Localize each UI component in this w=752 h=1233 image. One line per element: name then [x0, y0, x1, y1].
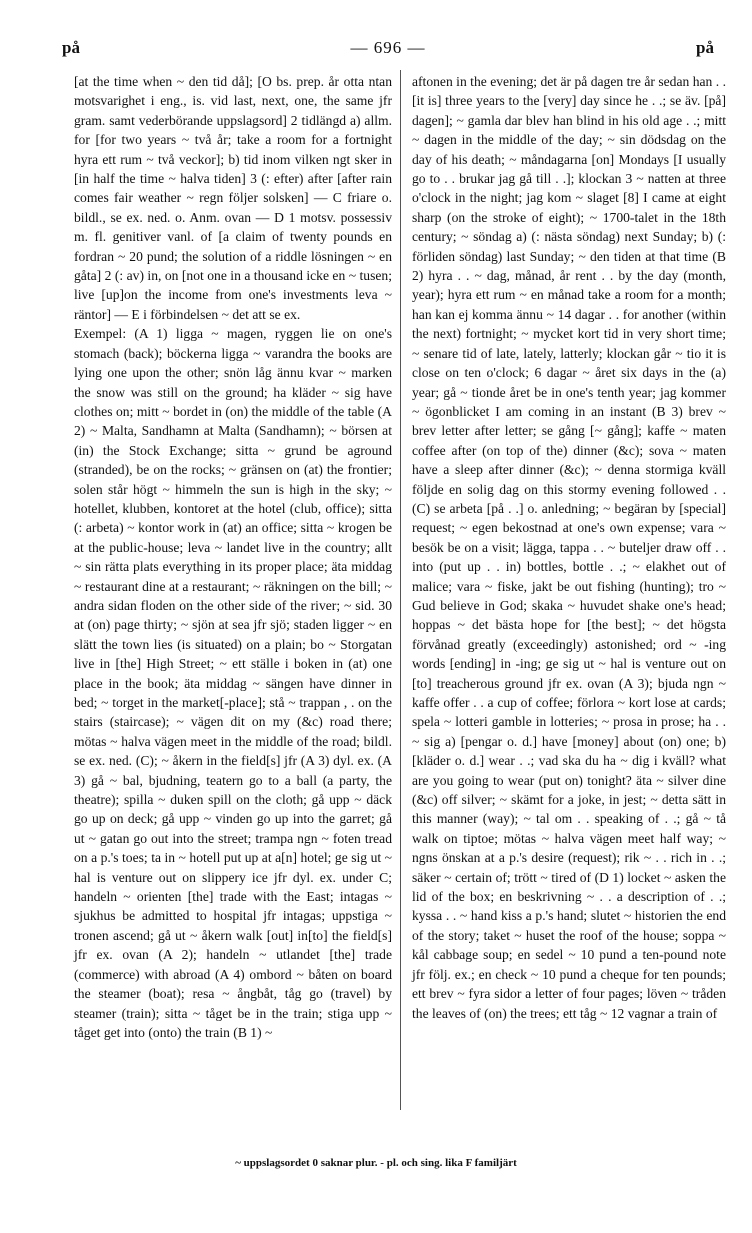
left-paragraph-examples: Exempel: (A 1) ligga ~ magen, ryggen lie on one's stomach (back); böckerna ligga ~ varandra the books are lying one upon the other; snön låg ännu kvar ~ marken the snow was still on the ground; ha kläder ~ sig have clothes on; mitt ~ bordet in (on) the middle of the table (A 2) ~ Malta, Sandhamn at Malta (Sandhamn); ~ börsen at (in) the Stock Exchange; sitta ~ grund be aground (stranded), be on the rocks; ~ gränsen on (at) the frontier; solen står högt ~ himmeln the sun is high in the sky; ~ hotellet, klubben, kontoret at the hotel (club, office); sitta (: arbeta) ~ kontor work in (at) an office; sitta ~ krogen be at the public-house; leva ~ landet live in the country; allt ~ sin rätta plats everything in its proper place; äta middag ~ restaurant dine at a restaurant; ~ räkningen on the bill; ~ andra sidan floden on the other side of the river; ~ sid. 30 at (on) page thirty; ~ sjön at sea jfr sjö; staden ligger ~ en slätt the town lies (is situated) on a plain; bo ~ Storgatan live in [the] High Street; ~ ett ställe i boken in (at) one place in the book; äta middag ~ sängen have dinner in bed; ~ torget in the market[-place]; stå ~ trappan , . on the stairs (staircase); ~ vägen dit on my (&c) road there; mötas ~ halva vägen meet in the middle of the road; bildl. se ex. ned. (C); ~ åkern in the field[s] jfr (A 3) dyl. ex. (A 3) gå ~ bal, bjudning, teatern go to a ball (a party, the theatre); spilla ~ duken spill on the cloth; gå upp ~ däck go up on deck; gå upp ~ vinden go up into the garret; gå ut ~ gatan go out into the street; trampa ngn ~ foten tread on a p.'s toes; ta in ~ hotell put up at a[n] hotel; ge sig ut ~ hal is venture out on slippery ice jfr dyl. ex. under C; handeln ~ orienten [the] trade with the East; intagas ~ sjukhus be admitted to hospital jfr intagas; uppstiga ~ tronen ascend; gå ut ~ åkern walk [out] in[to] the field[s] jfr ex. ovan (A 2); handeln ~ utlandet [the] trade (commerce) with abroad (A 4) ombord ~ båten on board the steamer (boat); resa ~ ångbåt, tåg go (travel) by steamer (train); sitta ~ tåget be in the train; stiga upp ~ tåget get into (onto) the train (B 1) ~ [74, 326, 392, 1040]
page-footer-legend: ~ uppslagsordet 0 saknar plur. - pl. och sing. lika F familjärt [235, 1157, 517, 1169]
page-header [62, 36, 714, 60]
right-paragraph-examples: aftonen in the evening; det är på dagen tre år sedan han . . [it is] three years to the [very] day since he . .; se äv. [på] dagen]; ~ gamla dar blev han blind in his old age . .; mitt ~ dagen in the middle of the day; ~ sin dödsdag on the day of his death; ~ måndagarna [on] Mondays [I usually go to . . brukar jag gå till . .]; klockan 3 ~ natten at three o'clock in the night; jag kom ~ slaget [8] I came at eight sharp (on the stroke of eight); ~ 1700-talet in the 18th century; ~ söndag a) (: nästa söndag) next Sunday; b) (: förliden söndag) last Sunday; ~ den tiden at that time (B 2) hyra . . ~ dag, månad, år rent . . by the day (month, year); hyra ett rum ~ en månad take a room for a month; han kan ej komma ännu ~ 14 dagar . . for another (within the next) fortnight; ~ mycket kort tid in very short time; ~ senare tid of late, lately, latterly; klockan går ~ tio it is close on ten o'clock; 6 dagar ~ året six days in the (a) year; gå ~ tionde året be in one's tenth year; jag kommer ~ ögonblicket I am coming in an instant (B 3) brev ~ brev letter after letter; se gång [~ gång]; kaffe ~ maten coffee after (on top of the) dinner (&c); sova ~ maten have a sleep after dinner (&c); ~ denna stormiga kväll följde en solig dag on this stormy evening followed . . (C) se arbeta [på . .] o. anledning; ~ begäran by [special] request; ~ egen bekostnad at one's own expense; vara ~ besök be on a visit; lägga, tappa . . ~ buteljer draw off . . into (put up . . in) bottles, bottle . .; ~ elakhet out of malice; vara ~ fiske, jakt be out fishing (hunting); tro ~ Gud believe in God; skaka ~ huvudet shake one's head; hoppas ~ det bästa hope for [the best]; ~ det högsta förvånad greatly (exceedingly) astonished; ord ~ -ing words [ending] in -ing; ge sig ut ~ hal is venture out on [to] treacherous ground jfr ex. ovan (A 3); bjuda ngn ~ kaffe offer . . a cup of coffee; förlora ~ kort lose at cards; spela ~ lotteri gamble in lotteries; ~ prosa in prose; ha . . ~ sig a) [pengar o. d.] have [money] about (on) one; b) [kläder o. d.] wear . .; vad ska du ha ~ dig i kväll? what are you going to wear (put on) tonight? äta ~ silver dine (&c) off silver; ~ skämt for a joke, in jest; ~ detta sätt in this manner (way); ~ tal om . . speaking of . .; gå ~ tå walk on tiptoe; mötas ~ halva vägen meet half way; ~ ngns önskan at a p.'s desire (request); rik ~ . . rich in . .; säker ~ certain of; trött ~ tired of (D 1) locket ~ asken the lid of the box; en beskrivning ~ . . a description of . .; kyssa . . ~ hand kiss a p.'s hand; slutet ~ historien the end of the story; taket ~ huset the roof of the house; soppa ~ kål cabbage soup; en sedel ~ 10 pund a ten-pound note jfr följ. ex.; en check ~ 10 pund a cheque for ten pounds; ett brev ~ fyra sidor a letter of four pages; löven ~ tråden the leaves of (on) the trees; ett tåg ~ 12 vagnar a train of [412, 74, 726, 1021]
page-number: — 696 — [350, 38, 426, 57]
left-column [74, 72, 392, 1042]
left-paragraph-definitions: [at the time when ~ den tid då]; [O bs. prep. år otta ntan motsvarighet i eng., is. vid last, next, one, the same jfr gram. samt vederbörande uppslagsord] 2 tidlängd a) allm. for [for two years ~ två år; take a room for a fortnight hyra ett rum ~ två veckor]; b) tid inom vilken ngt sker in [in half the time ~ halva tiden] 3 (: efter) after [after rain comes fair weather ~ regn följer solsken] — C friare o. bildl., se ex. ned. o. Anm. ovan — D 1 motsv. possessiv m. fl. genitiver vanl. of [a claim of twenty pounds en fordran ~ 20 pund; the solution of a riddle lösningen ~ en gåta] 2 (: av) in, on [not one in a thousand icke en ~ tusen; live [up]on the income from one's investments leva ~ räntor] — E i förbindelsen ~ det att se ex. [74, 74, 392, 322]
column-divider [400, 70, 401, 1110]
header-left-word: på [62, 38, 80, 57]
right-column [412, 72, 726, 1023]
header-right-word: på [696, 38, 714, 57]
